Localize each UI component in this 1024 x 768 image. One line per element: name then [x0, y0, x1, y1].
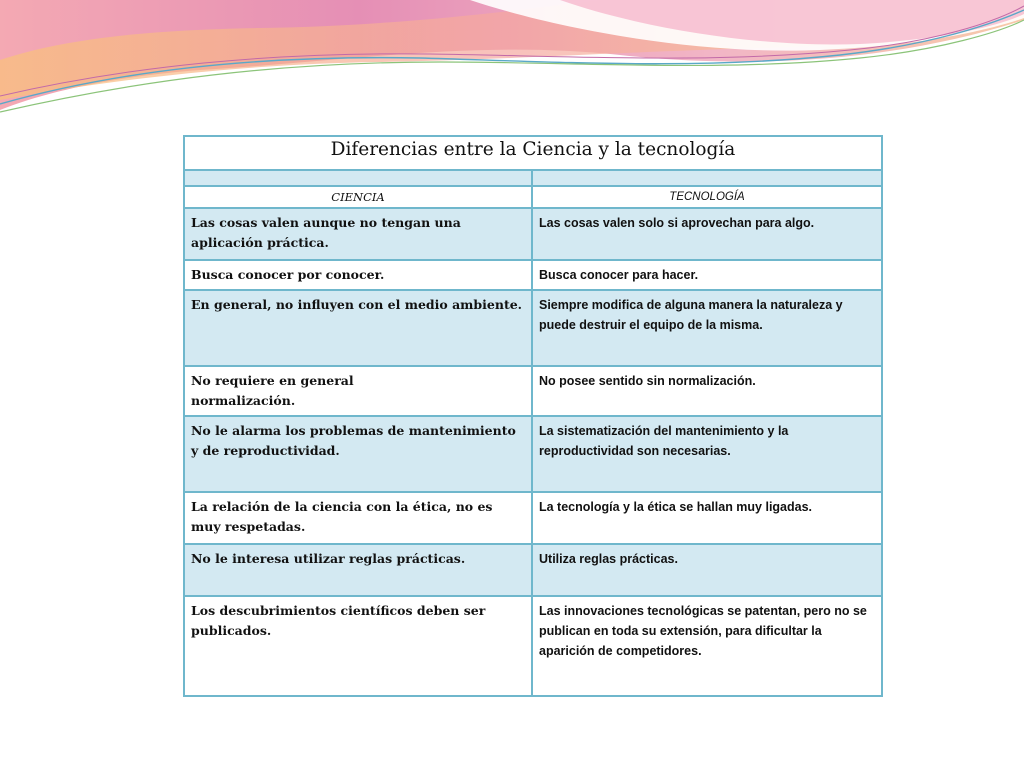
table-row: [184, 492, 882, 544]
table-row: [184, 290, 882, 366]
table-title: Diferencias entre la Ciencia y la tecnología: [184, 136, 882, 170]
header-row: [184, 186, 882, 208]
cell-tecnologia: Las innovaciones tecnológicas se patentan, pero no se publican en toda su extensión, para dificultar la aparición de competidores.: [532, 596, 882, 696]
comparison-table-container: [183, 135, 881, 697]
cell-ciencia: En general, no influyen con el medio ambiente.: [184, 290, 532, 366]
table-row: [184, 596, 882, 696]
comparison-table: [183, 135, 883, 697]
cell-ciencia: Las cosas valen aunque no tengan una aplicación práctica.: [184, 208, 532, 260]
cell-tecnologia: La sistematización del mantenimiento y la reproductividad son necesarias.: [532, 416, 882, 492]
cell-ciencia: Busca conocer por conocer.: [184, 260, 532, 290]
cell-tecnologia: Las cosas valen solo si aprovechan para algo.: [532, 208, 882, 260]
cell-tecnologia: Siempre modifica de alguna manera la naturaleza y puede destruir el equipo de la misma.: [532, 290, 882, 366]
cell-tecnologia: La tecnología y la ética se hallan muy ligadas.: [532, 492, 882, 544]
cell-ciencia: No requiere en general normalización.: [184, 366, 532, 416]
table-row: [184, 208, 882, 260]
cell-tecnologia: Utiliza reglas prácticas.: [532, 544, 882, 596]
table-row: [184, 366, 882, 416]
cell-tecnologia: No posee sentido sin normalización.: [532, 366, 882, 416]
cell-ciencia: No le alarma los problemas de mantenimiento y de reproductividad.: [184, 416, 532, 492]
blank-cell-right: [532, 170, 882, 186]
cell-ciencia: No le interesa utilizar reglas prácticas.: [184, 544, 532, 596]
table-row: [184, 260, 882, 290]
decorative-wave-banner: [0, 0, 1024, 130]
table-row: [184, 416, 882, 492]
table-row: [184, 544, 882, 596]
cell-tecnologia: Busca conocer para hacer.: [532, 260, 882, 290]
header-tecnologia: TECNOLOGÍA: [532, 186, 882, 208]
cell-ciencia: Los descubrimientos científicos deben ser publicados.: [184, 596, 532, 696]
blank-row: [184, 170, 882, 186]
cell-ciencia: La relación de la ciencia con la ética, no es muy respetadas.: [184, 492, 532, 544]
blank-cell-left: [184, 170, 532, 186]
header-ciencia: CIENCIA: [184, 186, 532, 208]
